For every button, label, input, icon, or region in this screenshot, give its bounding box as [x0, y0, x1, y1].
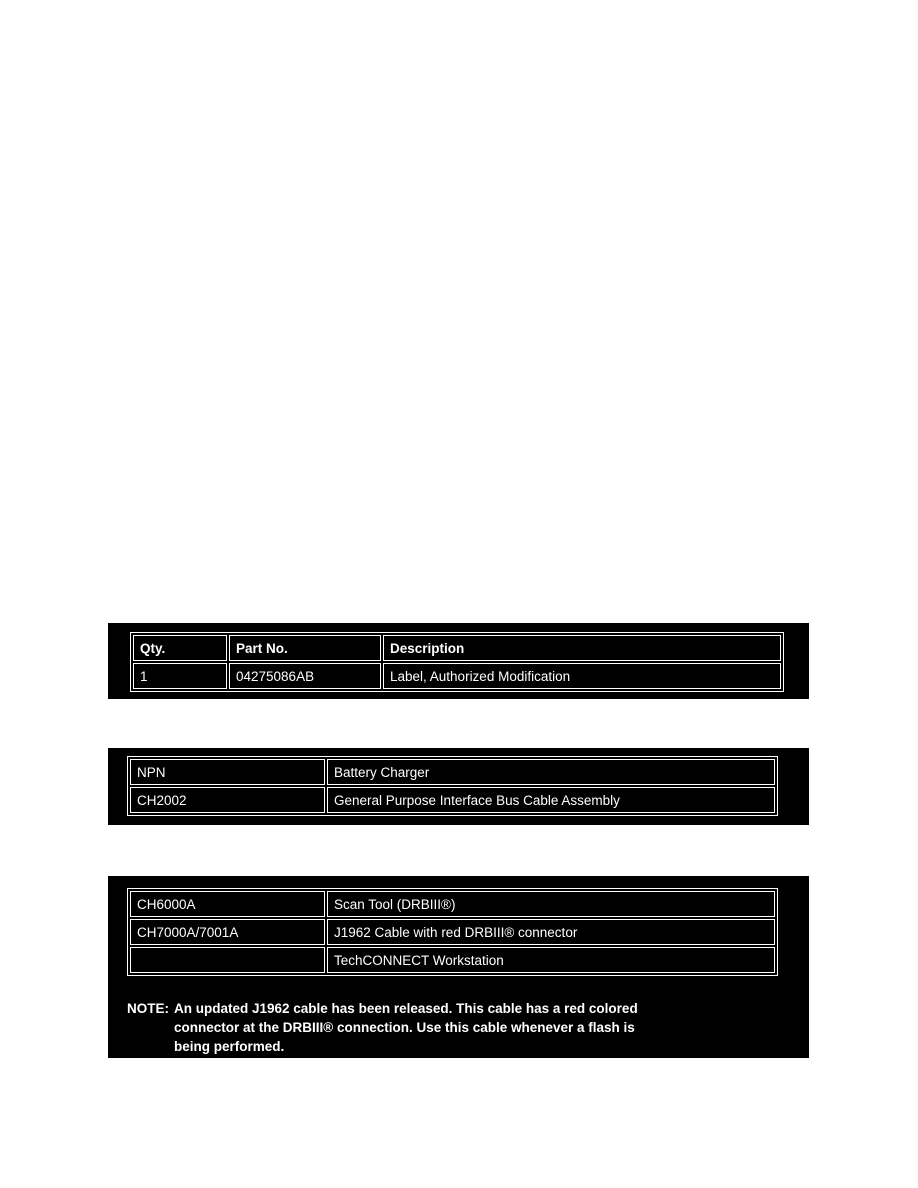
note-line: connector at the DRBIII® connection. Use this cable whenever a flash is	[174, 1020, 635, 1035]
table-row	[130, 787, 775, 813]
table-row	[130, 759, 775, 785]
header-part-no: Part No.	[229, 635, 381, 661]
cell-part-no: 04275086AB	[229, 663, 381, 689]
table-row	[133, 663, 781, 689]
cell-tool-description: TechCONNECT Workstation	[327, 947, 775, 973]
cell-tool-code	[130, 947, 325, 973]
equipment-block-2	[108, 876, 809, 1058]
table-row	[130, 947, 775, 973]
cell-tool-description: Battery Charger	[327, 759, 775, 785]
cell-description: Label, Authorized Modification	[383, 663, 781, 689]
cell-tool-code: CH6000A	[130, 891, 325, 917]
table-row	[130, 891, 775, 917]
equipment-table-2	[127, 888, 778, 976]
cell-qty: 1	[133, 663, 227, 689]
cell-tool-code: CH2002	[130, 787, 325, 813]
parts-required-table	[130, 632, 784, 692]
header-qty: Qty.	[133, 635, 227, 661]
note-label: NOTE:	[127, 1001, 169, 1016]
cell-tool-description: General Purpose Interface Bus Cable Assembly	[327, 787, 775, 813]
cell-tool-description: Scan Tool (DRBIII®)	[327, 891, 775, 917]
note-line: An updated J1962 cable has been released. This cable has a red colored	[174, 1001, 638, 1016]
table-row	[130, 919, 775, 945]
parts-required-block	[108, 623, 809, 699]
note	[127, 999, 638, 1056]
cell-tool-description: J1962 Cable with red DRBIII® connector	[327, 919, 775, 945]
note-text	[174, 999, 638, 1056]
table-header-row	[133, 635, 781, 661]
note-line: being performed.	[174, 1039, 285, 1054]
equipment-block-1	[108, 748, 809, 825]
cell-tool-code: NPN	[130, 759, 325, 785]
cell-tool-code: CH7000A/7001A	[130, 919, 325, 945]
header-description: Description	[383, 635, 781, 661]
equipment-table-1	[127, 756, 778, 816]
